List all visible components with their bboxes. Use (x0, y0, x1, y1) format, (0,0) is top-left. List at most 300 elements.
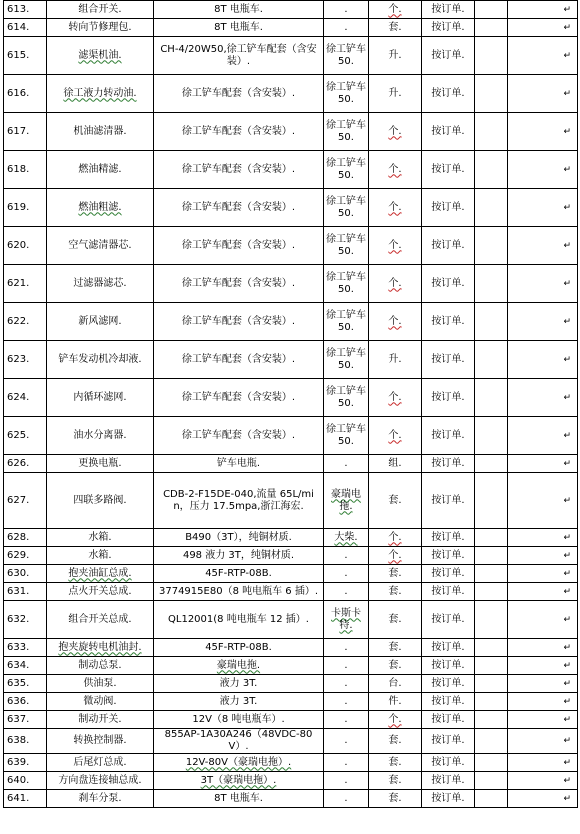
item-brand (324, 675, 369, 693)
item-unit-text: 个. (388, 315, 402, 327)
item-name-text: 水箱. (88, 549, 112, 561)
item-spec-text: 徐工铲车配套（含安装）. (181, 391, 296, 403)
item-spec (154, 601, 324, 639)
item-spec-text: 徐工铲车配套（含安装）. (181, 353, 296, 365)
row-number (4, 265, 47, 303)
table-body (4, 1, 578, 808)
item-brand (324, 19, 369, 37)
row-number-text: 628. (7, 531, 30, 543)
table-row (4, 189, 578, 227)
row-number (4, 639, 47, 657)
table-row (4, 639, 578, 657)
item-name (47, 341, 154, 379)
row-number (4, 790, 47, 808)
item-unit (369, 601, 422, 639)
item-name-text: 转向节修理包. (68, 21, 132, 33)
item-brand (324, 265, 369, 303)
row-number (4, 473, 47, 529)
item-remark (422, 417, 475, 455)
item-remark (422, 639, 475, 657)
item-name (47, 639, 154, 657)
item-spec-text: 液力 3T. (219, 677, 258, 689)
item-brand-text: . (344, 457, 348, 469)
table-row (4, 565, 578, 583)
item-spec-text: 铲车电瓶. (216, 457, 261, 469)
row-number-text: 619. (7, 201, 30, 213)
item-remark-text: 按订单. (431, 315, 465, 327)
item-unit-text: 组. (388, 457, 402, 469)
item-remark (422, 657, 475, 675)
row-end-mark: ↵ (508, 547, 578, 565)
empty-cell (475, 417, 508, 455)
item-remark-text: 按订单. (431, 391, 465, 403)
row-number-text: 641. (7, 792, 30, 804)
item-remark-text: 按订单. (431, 429, 465, 441)
row-number-text: 637. (7, 713, 30, 725)
item-spec-text: 徐工铲车配套（含安装）. (181, 429, 296, 441)
table-row (4, 341, 578, 379)
item-remark-text: 按订单. (431, 585, 465, 597)
item-unit-text: 套. (388, 494, 402, 506)
row-end-mark: ↵ (508, 455, 578, 473)
item-spec-text: 12V（8 吨电瓶车）. (192, 713, 285, 725)
item-remark-text: 按订单. (431, 125, 465, 137)
item-name-text: 徐工液力转动油. (63, 87, 137, 99)
item-spec-text: QL12001(8 吨电瓶车 12 插）. (168, 613, 309, 625)
item-name-text: 供油泵. (83, 677, 117, 689)
item-name-text: 制动开关. (78, 713, 122, 725)
item-brand (324, 113, 369, 151)
item-unit-text: 个. (388, 429, 402, 441)
item-name (47, 547, 154, 565)
row-number (4, 151, 47, 189)
table-row (4, 227, 578, 265)
item-spec-text: 8T 电瓶车. (214, 21, 263, 33)
item-remark-text: 按订单. (431, 713, 465, 725)
item-name (47, 227, 154, 265)
item-brand-text: . (344, 659, 348, 671)
item-spec (154, 1, 324, 19)
item-remark-text: 按订单. (431, 677, 465, 689)
item-brand (324, 547, 369, 565)
item-spec-text: 3T（豪瑞电拖）. (200, 774, 277, 786)
item-name-text: 机油滤清器. (73, 125, 127, 137)
row-number-text: 624. (7, 391, 30, 403)
item-name (47, 583, 154, 601)
item-unit-text: 套. (388, 567, 402, 579)
item-spec (154, 583, 324, 601)
item-name (47, 657, 154, 675)
item-unit (369, 565, 422, 583)
row-end-mark: ↵ (508, 711, 578, 729)
row-number (4, 675, 47, 693)
item-brand-text: 徐工铲车 50. (326, 81, 366, 105)
item-name-text: 组合开关总成. (68, 613, 132, 625)
row-number (4, 113, 47, 151)
table-row (4, 37, 578, 75)
item-brand (324, 772, 369, 790)
item-remark (422, 113, 475, 151)
item-unit-text: 套. (388, 774, 402, 786)
item-name-text: 空气滤清器芯. (68, 239, 132, 251)
item-spec (154, 189, 324, 227)
item-name (47, 675, 154, 693)
item-name (47, 711, 154, 729)
row-end-mark: ↵ (508, 565, 578, 583)
item-name (47, 455, 154, 473)
row-number (4, 189, 47, 227)
item-spec (154, 729, 324, 754)
row-end-mark: ↵ (508, 1, 578, 19)
table-row (4, 1, 578, 19)
row-number (4, 657, 47, 675)
item-unit-text: 个. (388, 549, 402, 561)
item-remark (422, 37, 475, 75)
item-name-text: 油水分离器. (73, 429, 127, 441)
row-number-text: 621. (7, 277, 30, 289)
item-unit-text: 升. (388, 87, 402, 99)
item-name (47, 189, 154, 227)
item-brand (324, 693, 369, 711)
item-spec (154, 341, 324, 379)
item-name-text: 制动总泵. (78, 659, 122, 671)
table-row (4, 772, 578, 790)
item-name (47, 265, 154, 303)
item-brand-text: . (344, 21, 348, 33)
item-remark (422, 1, 475, 19)
item-brand (324, 583, 369, 601)
row-end-mark: ↵ (508, 75, 578, 113)
row-number-text: 615. (7, 49, 30, 61)
row-end-mark: ↵ (508, 473, 578, 529)
item-spec (154, 455, 324, 473)
item-brand (324, 303, 369, 341)
item-unit-text: 升. (388, 353, 402, 365)
item-unit (369, 151, 422, 189)
row-number-text: 636. (7, 695, 30, 707)
item-remark (422, 693, 475, 711)
item-name-text: 抱夹旋转电机油封. (58, 641, 142, 653)
item-remark (422, 547, 475, 565)
parts-table (3, 0, 578, 808)
row-number-text: 627. (7, 494, 30, 506)
item-spec (154, 473, 324, 529)
row-number-text: 622. (7, 315, 30, 327)
item-brand (324, 711, 369, 729)
empty-cell (475, 151, 508, 189)
item-name-text: 抱夹油缸总成. (68, 567, 132, 579)
item-unit-text: 套. (388, 735, 402, 746)
item-unit-text: 台. (388, 677, 402, 689)
item-unit-text: 套. (388, 21, 402, 33)
item-remark (422, 227, 475, 265)
row-number-text: 629. (7, 549, 30, 561)
row-number-text: 626. (7, 457, 30, 469)
item-brand-text: 徐工铲车 50. (326, 157, 366, 181)
item-remark (422, 772, 475, 790)
table-row (4, 547, 578, 565)
table-row (4, 583, 578, 601)
item-unit (369, 675, 422, 693)
item-brand-text: . (344, 695, 348, 707)
item-unit (369, 455, 422, 473)
item-spec (154, 565, 324, 583)
item-remark-text: 按订单. (431, 792, 465, 804)
item-brand-text: . (344, 585, 348, 597)
row-end-mark: ↵ (508, 601, 578, 639)
row-number (4, 547, 47, 565)
item-remark-text: 按订单. (431, 549, 465, 561)
item-name (47, 473, 154, 529)
item-spec (154, 547, 324, 565)
row-end-mark: ↵ (508, 19, 578, 37)
item-spec-text: CH-4/20W50,徐工铲车配套（含安装）. (160, 43, 317, 67)
item-remark (422, 711, 475, 729)
item-name (47, 790, 154, 808)
row-number-text: 617. (7, 125, 30, 137)
item-remark (422, 675, 475, 693)
item-unit (369, 189, 422, 227)
item-name (47, 75, 154, 113)
item-remark-text: 按订单. (431, 3, 465, 15)
item-name-text: 滤渠机油. (78, 49, 122, 61)
item-remark-text: 按订单. (431, 613, 465, 625)
item-spec-text: 徐工铲车配套（含安装）. (181, 315, 296, 327)
item-name (47, 754, 154, 772)
item-unit (369, 341, 422, 379)
item-name-text: 后尾灯总成. (73, 756, 127, 768)
item-brand (324, 189, 369, 227)
item-unit (369, 639, 422, 657)
item-spec (154, 303, 324, 341)
empty-cell (475, 379, 508, 417)
item-brand-text: 徐工铲车 50. (326, 423, 366, 447)
row-number-text: 614. (7, 21, 30, 33)
item-unit (369, 417, 422, 455)
table-row (4, 729, 578, 754)
item-unit (369, 790, 422, 808)
item-name-text: 更换电瓶. (78, 457, 122, 469)
table-row (4, 151, 578, 189)
row-end-mark: ↵ (508, 790, 578, 808)
row-end-mark: ↵ (508, 675, 578, 693)
table-row (4, 529, 578, 547)
item-unit-text: 个. (388, 163, 402, 175)
empty-cell (475, 37, 508, 75)
row-number-text: 630. (7, 567, 30, 579)
row-number (4, 37, 47, 75)
item-remark (422, 565, 475, 583)
item-brand-text: . (344, 756, 348, 768)
item-remark-text: 按订单. (431, 756, 465, 768)
item-unit-text: 个. (388, 201, 402, 213)
row-number-text: 618. (7, 163, 30, 175)
item-spec (154, 711, 324, 729)
empty-cell (475, 639, 508, 657)
item-spec (154, 639, 324, 657)
row-number (4, 729, 47, 754)
item-brand-text: 徐工铲车 50. (326, 309, 366, 333)
table-row (4, 711, 578, 729)
item-unit-text: 套. (388, 613, 402, 625)
item-unit (369, 529, 422, 547)
item-unit-text: 套. (388, 756, 402, 768)
item-remark (422, 790, 475, 808)
item-brand-text: . (344, 774, 348, 786)
item-spec-text: 豪瑞电拖. (216, 659, 261, 671)
row-number-text: 613. (7, 3, 30, 15)
item-name (47, 529, 154, 547)
item-name-text: 新风滤网. (78, 315, 122, 327)
item-remark-text: 按订单. (431, 494, 465, 506)
item-brand (324, 473, 369, 529)
item-unit (369, 693, 422, 711)
item-name-text: 过滤器滤芯. (73, 277, 127, 289)
item-unit (369, 772, 422, 790)
row-end-mark: ↵ (508, 754, 578, 772)
empty-cell (475, 75, 508, 113)
item-brand-text: . (344, 677, 348, 689)
row-number (4, 565, 47, 583)
row-number (4, 379, 47, 417)
empty-cell (475, 711, 508, 729)
item-unit (369, 1, 422, 19)
item-brand-text: 卡斯卡特. (331, 607, 361, 631)
item-spec (154, 265, 324, 303)
empty-cell (475, 113, 508, 151)
item-unit (369, 754, 422, 772)
item-name (47, 151, 154, 189)
row-end-mark: ↵ (508, 772, 578, 790)
item-spec-text: 12V-80V（豪瑞电拖）. (185, 756, 292, 768)
item-brand (324, 565, 369, 583)
row-number-text: 635. (7, 677, 30, 689)
item-brand-text: 徐工铲车 50. (326, 43, 366, 67)
item-spec (154, 113, 324, 151)
item-remark-text: 按订单. (431, 567, 465, 579)
item-unit-text: 套. (388, 659, 402, 671)
item-unit-text: 个. (388, 3, 402, 15)
item-brand-text: . (344, 3, 348, 15)
item-brand-text: . (344, 549, 348, 561)
table-row (4, 19, 578, 37)
item-name (47, 565, 154, 583)
table-row (4, 265, 578, 303)
table-row (4, 379, 578, 417)
table-row (4, 303, 578, 341)
item-remark-text: 按订单. (431, 774, 465, 786)
item-spec-text: 855AP-1A30A246（48VDC-80V）. (164, 729, 313, 752)
item-spec (154, 417, 324, 455)
row-end-mark: ↵ (508, 657, 578, 675)
item-spec (154, 675, 324, 693)
table-row (4, 113, 578, 151)
item-unit (369, 547, 422, 565)
row-number-text: 634. (7, 659, 30, 671)
item-unit-text: 套. (388, 641, 402, 653)
row-end-mark: ↵ (508, 303, 578, 341)
item-spec (154, 693, 324, 711)
row-number (4, 601, 47, 639)
item-remark (422, 75, 475, 113)
table-row (4, 601, 578, 639)
item-unit-text: 个. (388, 277, 402, 289)
item-unit-text: 个. (388, 239, 402, 251)
item-name-text: 四联多路阀. (73, 494, 127, 506)
item-remark-text: 按订单. (431, 201, 465, 213)
empty-cell (475, 754, 508, 772)
item-remark (422, 379, 475, 417)
item-unit (369, 583, 422, 601)
item-brand-text: 徐工铲车 50. (326, 119, 366, 143)
table-row (4, 417, 578, 455)
empty-cell (475, 189, 508, 227)
row-number (4, 417, 47, 455)
empty-cell (475, 529, 508, 547)
empty-cell (475, 675, 508, 693)
item-spec (154, 75, 324, 113)
item-brand (324, 379, 369, 417)
empty-cell (475, 1, 508, 19)
item-remark (422, 455, 475, 473)
item-remark-text: 按订单. (431, 87, 465, 99)
empty-cell (475, 341, 508, 379)
empty-cell (475, 303, 508, 341)
item-brand (324, 341, 369, 379)
item-spec-text: 8T 电瓶车. (214, 792, 263, 804)
item-unit (369, 473, 422, 529)
item-unit (369, 265, 422, 303)
item-spec-text: 徐工铲车配套（含安装）. (181, 87, 296, 99)
item-brand (324, 790, 369, 808)
item-name (47, 601, 154, 639)
item-brand (324, 729, 369, 754)
empty-cell (475, 565, 508, 583)
empty-cell (475, 693, 508, 711)
row-number (4, 693, 47, 711)
item-brand-text: . (344, 792, 348, 804)
row-number (4, 19, 47, 37)
row-end-mark: ↵ (508, 529, 578, 547)
empty-cell (475, 547, 508, 565)
item-spec (154, 754, 324, 772)
item-spec-text: 徐工铲车配套（含安装）. (181, 277, 296, 289)
item-remark-text: 按订单. (431, 239, 465, 251)
item-brand-text: 徐工铲车 50. (326, 195, 366, 219)
row-number (4, 529, 47, 547)
item-unit (369, 227, 422, 265)
item-spec-text: 液力 3T. (219, 695, 258, 707)
row-number (4, 455, 47, 473)
item-remark-text: 按订单. (431, 531, 465, 543)
item-unit-text: 个. (388, 713, 402, 725)
item-remark (422, 754, 475, 772)
item-name-text: 方向盘连接轴总成. (58, 774, 142, 786)
empty-cell (475, 473, 508, 529)
item-spec (154, 19, 324, 37)
item-spec-text: 徐工铲车配套（含安装）. (181, 201, 296, 213)
item-unit-text: 个. (388, 531, 402, 543)
item-name (47, 303, 154, 341)
row-number (4, 227, 47, 265)
row-end-mark: ↵ (508, 227, 578, 265)
item-spec-text: 498 液力 3T，纯铜材质. (182, 549, 295, 561)
item-unit (369, 19, 422, 37)
item-brand (324, 639, 369, 657)
item-spec-text: CDB-2-F15DE-040,流量 65L/min，压力 17.5mpa,浙江海宏. (163, 488, 314, 512)
item-unit (369, 75, 422, 113)
item-brand-text: . (344, 567, 348, 579)
